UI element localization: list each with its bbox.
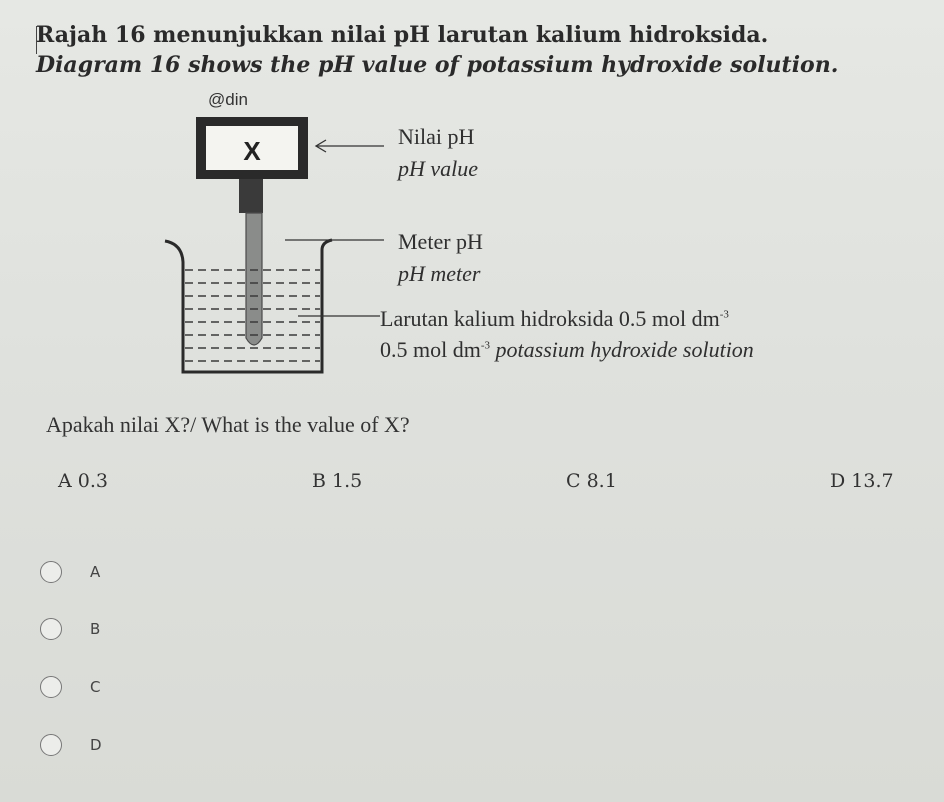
question-english: Diagram 16 shows the pH value of potassium hydroxide solution.	[36, 52, 839, 78]
radio-button-a[interactable]	[40, 561, 62, 583]
option-a-label: A	[90, 563, 101, 581]
choice-d: D 13.7	[830, 470, 894, 492]
probe	[246, 213, 262, 345]
question-prompt: Apakah nilai X?/ What is the value of X?	[46, 412, 410, 437]
watermark: @din	[208, 90, 248, 109]
label-solution-english: 0.5 mol $dm^{-3}$ potassium hydroxide solution	[380, 337, 754, 362]
option-b[interactable]	[40, 618, 100, 640]
option-a[interactable]	[40, 561, 100, 583]
label-ph-value-english: pH value	[398, 156, 479, 181]
radio-button-b[interactable]	[40, 618, 62, 640]
question-malay: Rajah 16 menunjukkan nilai pH larutan kalium hidroksida.	[36, 22, 769, 48]
choice-b: B 1.5	[312, 470, 363, 492]
option-d[interactable]	[40, 734, 102, 756]
meter-connector	[239, 179, 263, 213]
option-b-label: B	[90, 620, 101, 638]
label-meter-malay: Meter pH	[398, 229, 483, 254]
label-meter-english: pH meter	[398, 261, 481, 286]
radio-button-d[interactable]	[40, 734, 62, 756]
option-c-label: C	[90, 678, 101, 696]
choice-c: C 8.1	[566, 470, 617, 492]
label-solution-malay: Larutan kalium hidroksida 0.5 mol $dm^{-3}$	[380, 306, 729, 331]
option-d-label: D	[90, 736, 102, 754]
option-c[interactable]	[40, 676, 100, 698]
choice-a: A 0.3	[58, 470, 108, 492]
radio-button-c[interactable]	[40, 676, 62, 698]
display-value: X	[243, 136, 261, 166]
label-ph-value-malay: Nilai pH	[398, 124, 475, 149]
